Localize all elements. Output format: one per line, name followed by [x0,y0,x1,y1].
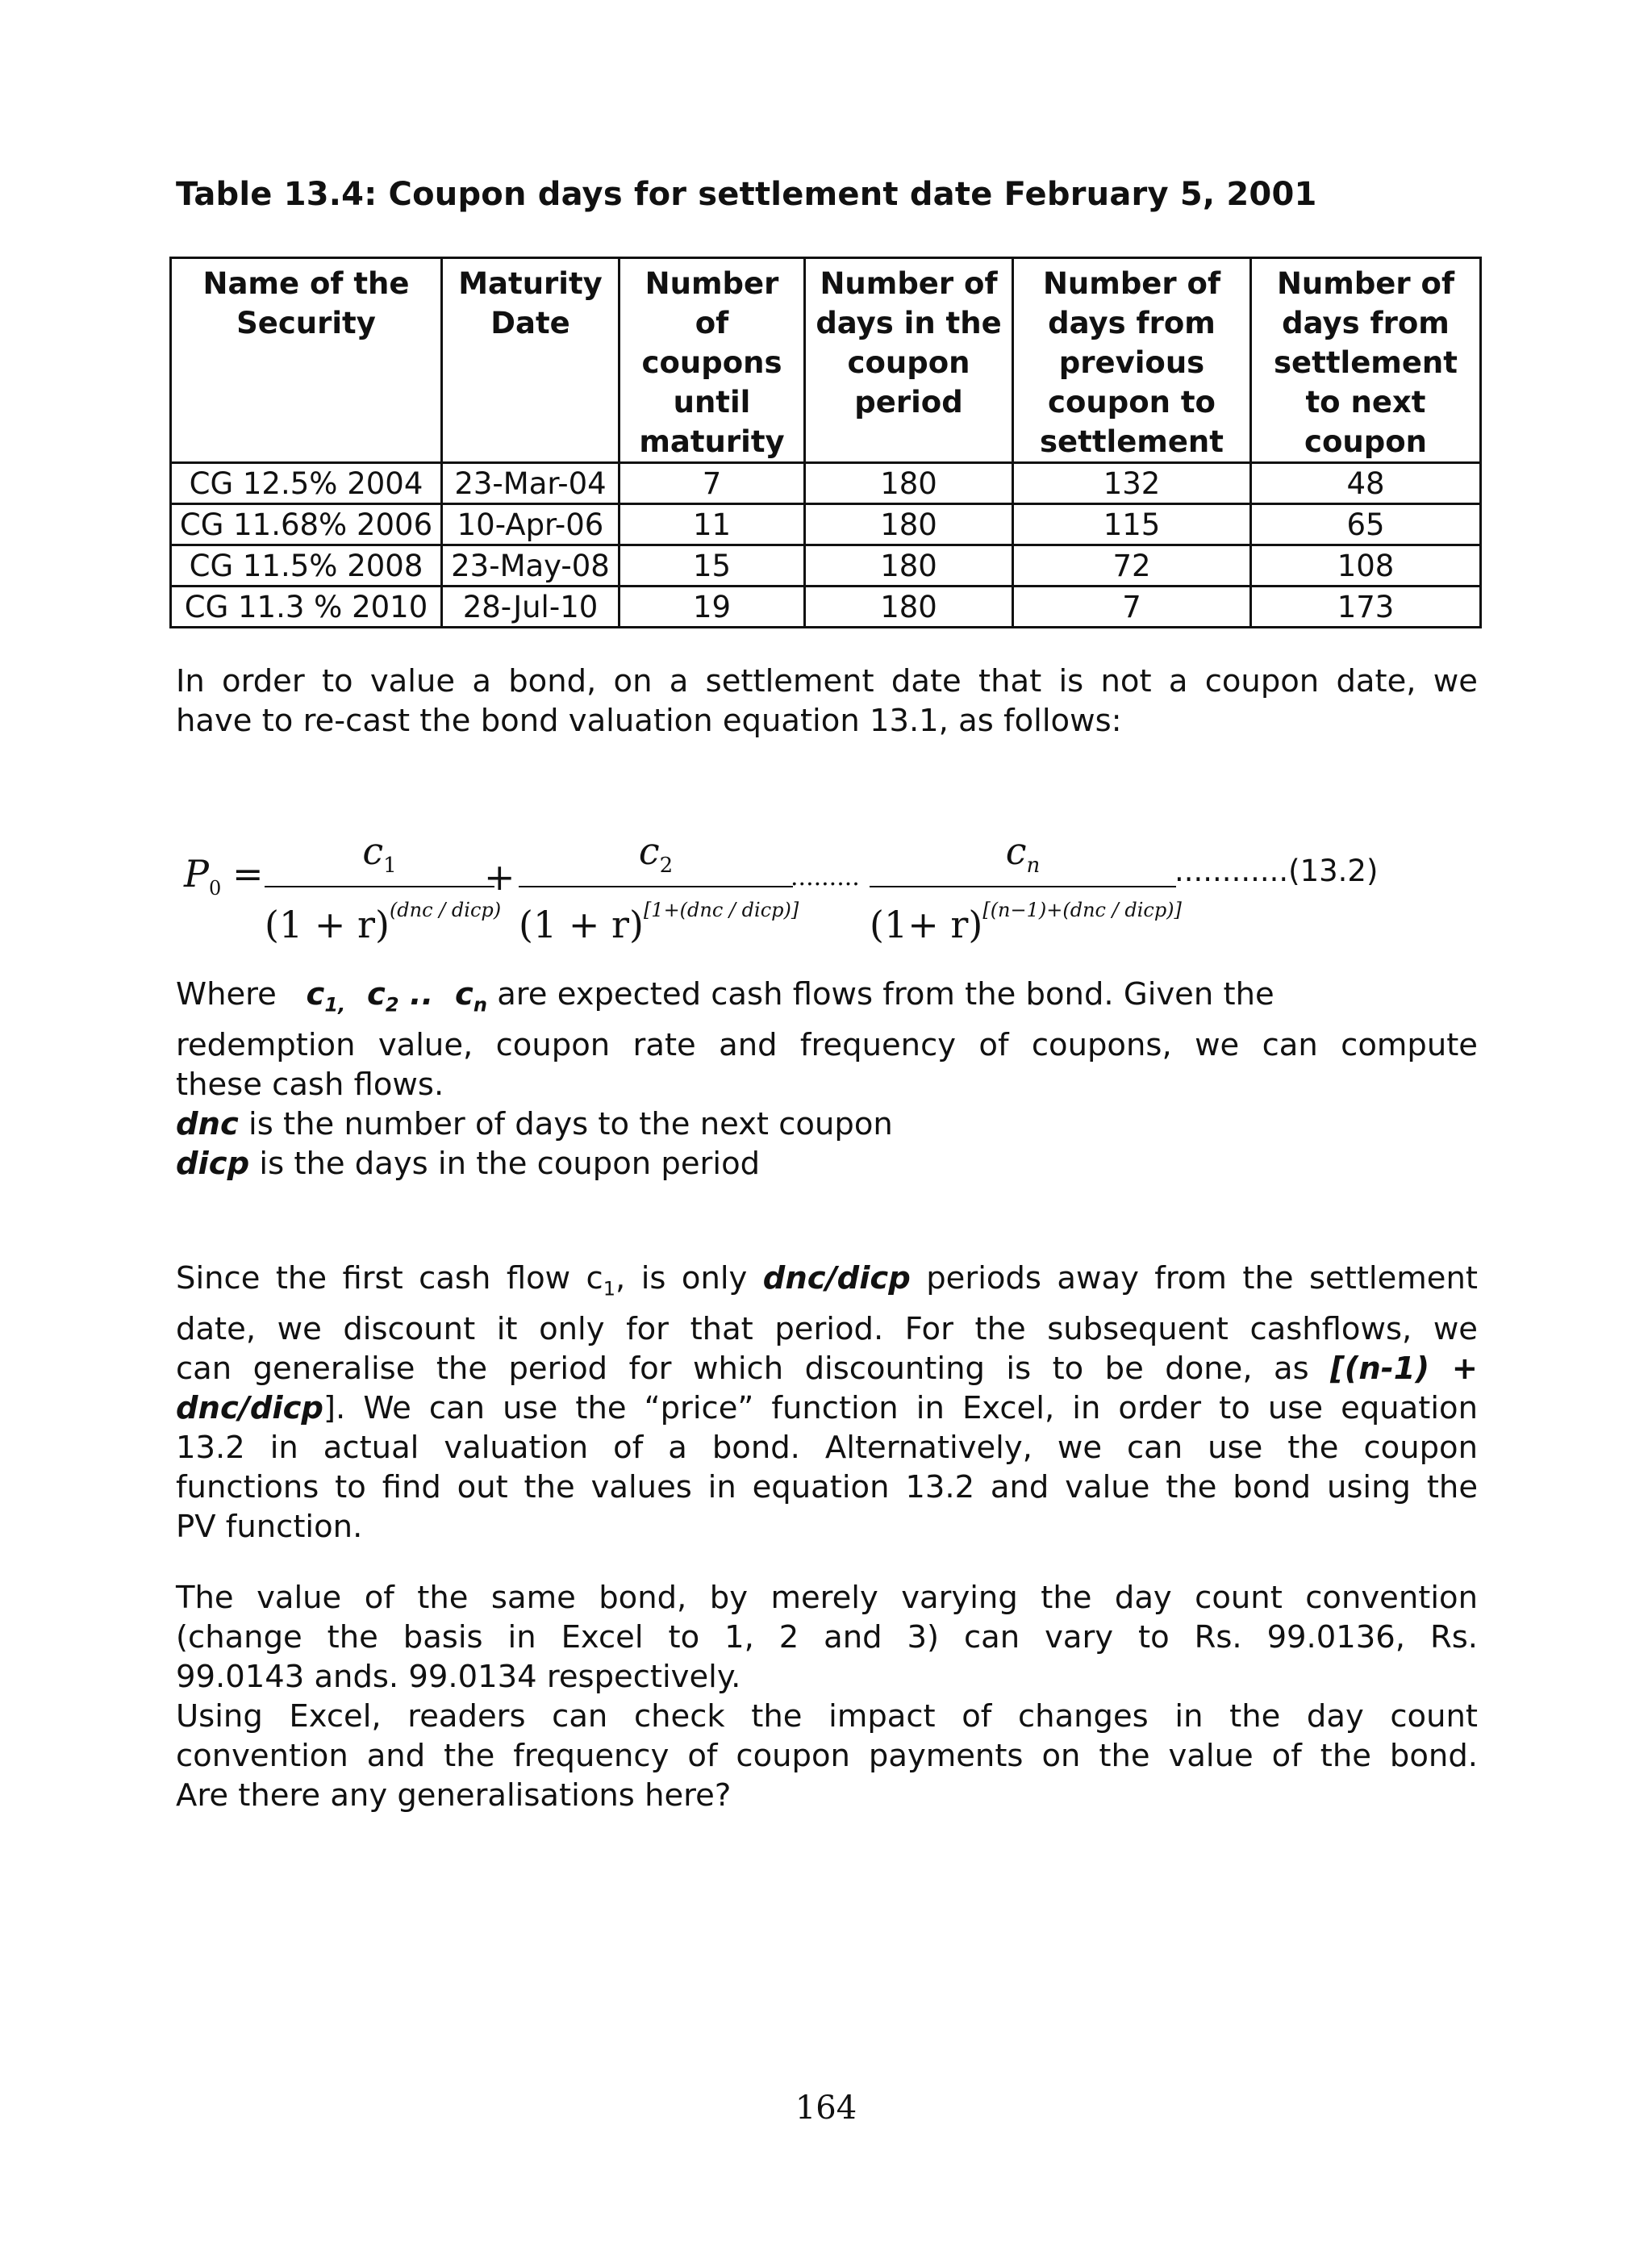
table-cell: 132 [1013,463,1251,504]
dicp-term: dicp [176,1145,250,1182]
para2-l1c: periods away from the settlement [910,1260,1478,1296]
table-cell: CG 12.5% 2004 [171,463,442,504]
para2-l3a: can generalise the period for which discounting is to be done, as [176,1350,1331,1387]
table-cell: 7 [1013,587,1251,628]
table-cell: 28-Jul-10 [442,587,620,628]
para3-line-4: Using Excel, readers can check the impact of changes in the day count [176,1698,1478,1735]
cash-flow-symbols [306,976,487,1017]
dicp-definition [176,1144,1478,1184]
para2-l1-sub: 1 [603,1277,616,1301]
eq-term-2 [519,829,799,947]
c2-sub: 2 [385,993,399,1017]
eq-t2-exponent: [1+(dnc / dicp)] [643,899,799,922]
eq-term-1-numerator [265,831,494,886]
table-cell: 180 [805,463,1013,504]
col-header-days-period: Number of days in the coupon period [805,258,1013,463]
table-row [171,545,1481,587]
eq-lhs-subscript: 0 [208,877,222,900]
para2-line-5: 13.2 in actual valuation of a bond. Alternatively, we can use the coupon [176,1429,1478,1466]
eq-tn-exponent: [(n−1)+(dnc / dicp)] [982,899,1182,922]
para2-l1b: , is only [615,1260,763,1296]
para2-line-2: date, we discount it only for that period. For the subsequent cashflows, we [176,1310,1478,1347]
coupon-days-table [169,257,1482,628]
table-cell: 180 [805,504,1013,545]
para2-l4-rest: ]. We can use the “price” function in Excel, in order to use equation [323,1389,1478,1426]
eq-plus: + [484,855,515,899]
eq-term-2-denominator [519,887,799,947]
eq-c2-sub: 2 [659,854,674,879]
ellipsis: .. [409,976,434,1012]
eq-dots-end: ............(13.2) [1174,854,1379,888]
where-line-3: these cash flows. [176,1066,444,1103]
table-cell: 180 [805,545,1013,587]
table-cell: 115 [1013,504,1251,545]
c1-symbol: c [306,976,325,1012]
where-paragraph [176,975,1478,1184]
bond-valuation-equation [176,815,1483,952]
table-cell: 7 [620,463,805,504]
table-cell: 23-May-08 [442,545,620,587]
eq-t1-base: (1 + r) [265,903,390,947]
col-header-security: Name of the Security [171,258,442,463]
eq-term-2-numerator [519,831,793,886]
dnc-definition [176,1104,1478,1144]
eq-lhs-symbol: P [184,852,209,896]
where-line-2: redemption value, coupon rate and frequency of coupons, we can compute [176,1026,1478,1063]
table-cell: 15 [620,545,805,587]
c1-sub: 1, [324,993,346,1017]
day-count-paragraph [176,1578,1478,1815]
para3-line-6: Are there any generalisations here? [176,1777,732,1814]
eq-tn-base: (1+ r) [870,903,983,947]
eq-c1: c [362,829,384,873]
table-cell: CG 11.5% 2008 [171,545,442,587]
intro-paragraph [176,662,1478,741]
page-number: 164 [795,2090,857,2127]
table-cell: 180 [805,587,1013,628]
table-cell: 173 [1251,587,1481,628]
eq-term-n [870,829,1182,947]
where-prefix: Where [176,976,277,1012]
eq-t2-base: (1 + r) [519,903,644,947]
table-cell: 19 [620,587,805,628]
table-cell: 10-Apr-06 [442,504,620,545]
where-line-1 [176,975,1478,1025]
table-row [171,504,1481,545]
para2-line-3 [176,1349,1478,1388]
table-cell: 11 [620,504,805,545]
para3-line-1: The value of the same bond, by merely varying the day count convention [176,1580,1478,1616]
para3-line-3: 99.0143 ands. 99.0134 respectively. [176,1659,741,1695]
intro-line-2: have to re-cast the bond valuation equation 13.1, as follows: [176,703,1122,739]
para2-l3-bold: [(n-1) + [1330,1350,1478,1387]
col-header-coupons: Number of coupons until maturity [620,258,805,463]
col-header-days-previous: Number of days from previous coupon to settlement [1013,258,1251,463]
eq-term-n-numerator [870,831,1176,886]
cn-symbol: c [455,976,473,1012]
eq-cn: c [1005,829,1027,873]
para2-line-1 [176,1259,1478,1309]
table-row [171,587,1481,628]
table-cell: 23-Mar-04 [442,463,620,504]
col-header-days-next: Number of days from settlement to next coupon [1251,258,1481,463]
eq-cn-sub: n [1026,854,1041,879]
table-cell: 72 [1013,545,1251,587]
col-header-maturity: Maturity Date [442,258,620,463]
table-cell: CG 11.3 % 2010 [171,587,442,628]
dicp-def: is the days in the coupon period [259,1145,761,1182]
discounting-paragraph [176,1259,1478,1547]
eq-term-1 [265,829,502,947]
table-cell: 108 [1251,545,1481,587]
table-header-row [171,258,1481,463]
eq-dots-mid: ......... [791,863,860,891]
table-cell: 65 [1251,504,1481,545]
where-line-1-text: are expected cash flows from the bond. Given the [497,976,1274,1012]
eq-equals: = [232,852,264,896]
table-title: Table 13.4: Coupon days for settlement date February 5, 2001 [176,176,1317,213]
eq-lhs [184,852,221,900]
eq-c2: c [638,829,660,873]
c2-symbol: c [367,976,386,1012]
para2-line-4 [176,1388,1478,1428]
dnc-def: is the number of days to the next coupon [248,1105,893,1142]
intro-line-1: In order to value a bond, on a settlement date that is not a coupon date, we [176,663,1478,699]
cn-sub: n [473,993,487,1017]
para2-l4-bold: dnc/dicp [176,1389,323,1426]
para2-line-7: PV function. [176,1508,363,1545]
table-cell: CG 11.68% 2006 [171,504,442,545]
eq-term-1-denominator [265,887,502,947]
eq-t1-exponent: (dnc / dicp) [389,899,502,922]
table-cell: 48 [1251,463,1481,504]
eq-term-n-denominator [870,887,1182,947]
para2-l1-bold: dnc/dicp [762,1260,911,1296]
eq-c1-sub: 1 [383,854,397,879]
para2-l1a: Since the first cash flow c [176,1260,603,1296]
table-row [171,463,1481,504]
para3-line-5: convention and the frequency of coupon payments on the value of the bond. [176,1738,1478,1774]
para3-line-2: (change the basis in Excel to 1, 2 and 3) can vary to Rs. 99.0136, Rs. [176,1619,1478,1655]
dnc-term: dnc [176,1105,239,1142]
para2-line-6: functions to find out the values in equation 13.2 and value the bond using the [176,1468,1478,1505]
